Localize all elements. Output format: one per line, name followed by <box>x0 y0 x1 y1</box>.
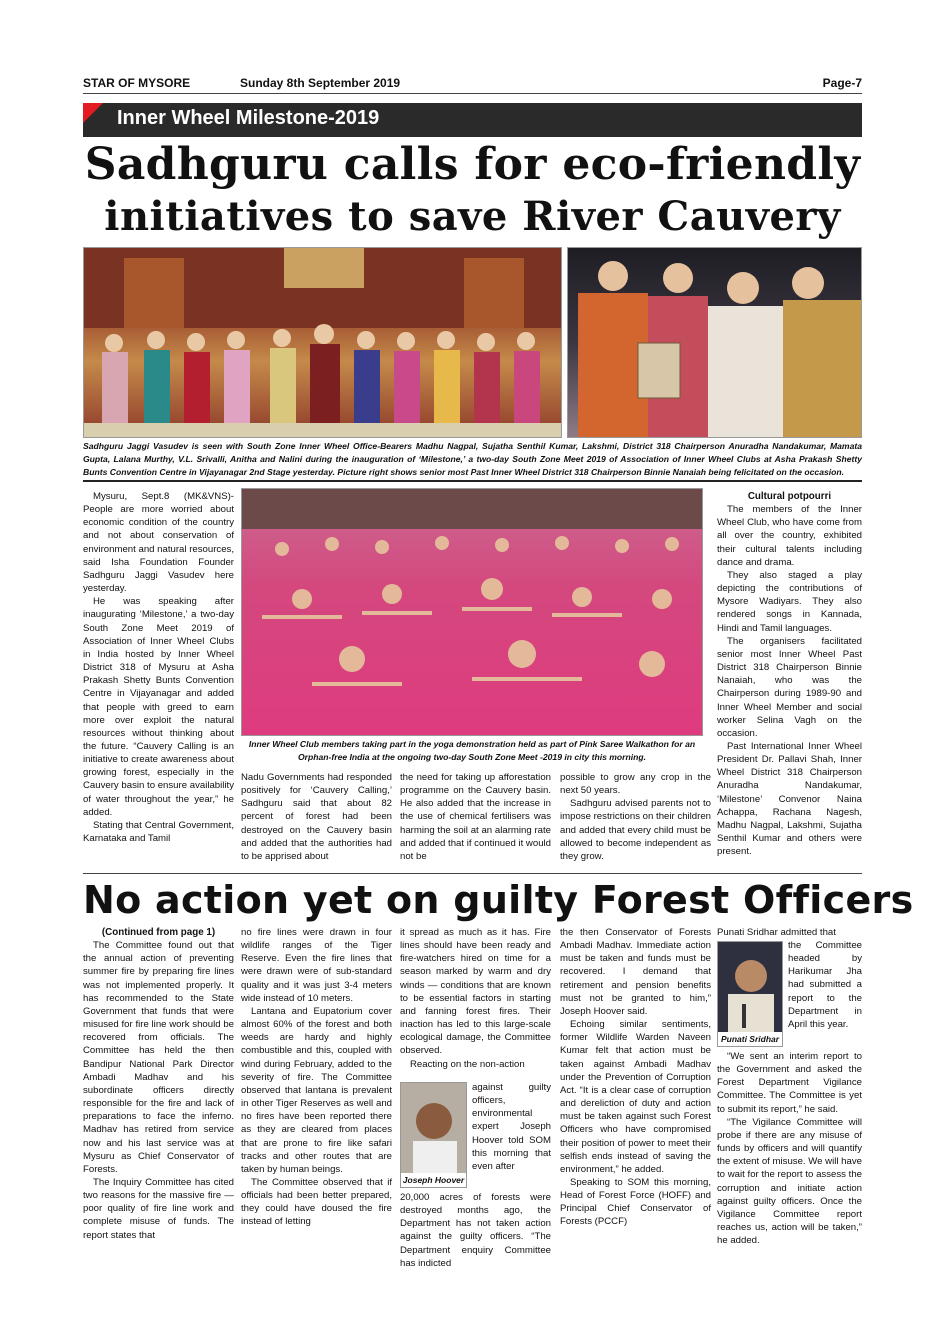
story1-column-3 <box>400 771 551 863</box>
paragraph: the Committee headed by Harikumar Jha had submitted a report to the Department in April this year. <box>788 940 862 1030</box>
continued-note: (Continued from page 1) <box>101 927 216 938</box>
section-label: Inner Wheel Milestone-2019 <box>117 107 380 129</box>
paper-name: STAR OF MYSORE <box>83 76 191 90</box>
yoga-photo <box>241 488 703 736</box>
paragraph: no fire lines were drawn in four wildlife ranges of the Tiger Reserve. Even the fire lines that were drawn were of sub-standard quality and it was just 3-4 meters wide instead of 10 meters. <box>241 927 392 1004</box>
paragraph: “The Vigilance Committee will probe if there are any misuse of funds by officers and will quantify the extent of misuse. We will have to wait for the report to assess the corruption and initiate action against guilty officers. Once the Vigilance Committee report reaches us, action will be taken,” he added. <box>717 1116 862 1247</box>
paragraph: “We sent an interim report to the Government and asked the Forest Department Vigilance Committee. The Committee is yet to submit its report,” he said. <box>717 1051 862 1115</box>
punati-sridhar-photo <box>717 941 783 1047</box>
group-photo-illustration <box>84 248 562 438</box>
masthead <box>83 76 862 92</box>
story1-column-5 <box>717 490 862 858</box>
story2-column-5-side <box>788 939 862 1031</box>
paragraph: The Inquiry Committee has cited two reasons for the massive fire — poor quality of fire line work and complete misuse of funds. The report states that <box>83 1176 234 1241</box>
portrait-illustration <box>401 1083 467 1175</box>
story2-column-3-bottom <box>400 1191 551 1270</box>
paragraph: The organisers facilitated senior most Inner Wheel Past District 318 Chairperson Binnie Nanaiah, who was the Chairperson during 1989-90 and Inner Wheel Member and social worker Selina Vagh on the occasion. <box>717 635 862 739</box>
story2-column-5 <box>717 1050 862 1247</box>
headline-line-1: Sadhguru calls for eco-friendly <box>84 139 861 190</box>
photo-caption-top: Sadhguru Jaggi Vasudev is seen with South Zone Inner Wheel Office-Bearers Madhu Nagpal, Sujatha Senthil Kumar, Lakshmi, District 318 Chairperson Anuradha Nandakumar, Mamata Gupta, Lalana Murthy, V.L. Srivalli, Anitha and Nalini during the inauguration of ‘Milestone,’ a two-day South Zone Meet 2019 of Association of Inner Wheel Clubs at Asha Prakash Shetty Bunts Convention Centre in Vijayanagar 2nd Stage yesterday. Picture right shows senior most Past Inner Wheel District 318 Chairperson Binnie Nanaiah being felicitated on the occasion. <box>83 441 862 477</box>
paragraph: Punati Sridhar admitted that <box>717 927 836 938</box>
group-photo <box>83 247 562 438</box>
story2-column-4 <box>560 926 711 1229</box>
paragraph: The Committee found out that the annual action of preventing summer fire by preparing fire lines was not implemented properly. It has recommended to the State Government that funds that were misused for fire line work should be recovered from officials. The Committee has held the then Bandipur National Park Director Ambadi Madhav and his subordinate officers directly responsible for the fire and lack of preparations to face the inferno. Madhav has retired from service now and his last service was at Mysuru as Chief Conservator of Forests. <box>83 940 234 1175</box>
story-divider <box>83 873 862 874</box>
paragraph: They also staged a play depicting the contributions of Mysore Wadiyars. They also rendered songs in Kannada, Hindi and Tamil languages. <box>717 569 862 634</box>
masthead-rule <box>83 93 862 94</box>
paragraph: Past International Inner Wheel President Dr. Pallavi Shah, Inner Wheel District 318 Chairperson Anuradha Nandakumar, ‘Milestone’ Convenor Naina Achappa, Rachana Nagesh, Madhu Nagpal, Lakshmi, Sujatha Senthil Kumar and others were present. <box>717 740 862 858</box>
paragraph: Sadhguru advised parents not to impose restrictions on their children and added that every child must be allowed to become independent as they grow. <box>560 798 711 862</box>
paragraph: Mysuru, Sept.8 (MK&VNS)- People are more worried about economic condition of the country and not about conservation of environment and natural resources, said Isha Foundation Founder Sadhguru Jaggi Vasudev here yesterday. <box>83 491 234 595</box>
subheading-cultural-potpourri: Cultural potpourri <box>747 491 832 502</box>
section-band <box>83 103 862 137</box>
paragraph: it spread as much as it has. Fire lines should have been ready and fire-watchers hired on time for a season marked by warm and dry winds — conditions that are known to be essential factors in starting and fanning forest fires. Their inaction has led to this large-scale ecological damage, the Committee observed. <box>400 927 551 1057</box>
paragraph: He was speaking after inaugurating ‘Milestone,’ a two-day South Zone Meet 2019 of Association of Inner Wheel Clubs in India hosted by Inner Wheel District 318 of Mysuru at Asha Prakash Shetty Bunts Convention Centre in Vijayanagar and added that people with greed to earn more over exploit the natural resources without thinking about the future. “Cauvery Calling is an initiative to create awareness about growing forest, especially in the Cauvery basin to ensure availability of water throughout the year,” he added. <box>83 596 234 818</box>
story2-column-5-top <box>717 926 862 939</box>
paragraph: the then Conservator of Forests Ambadi Madhav. Immediate action must be taken and funds must be recovered. I demand that retirement and pension benefits must not be granted to him,” Joseph Hoover said. <box>560 927 711 1017</box>
yoga-photo-illustration <box>242 489 703 736</box>
paragraph: possible to grow any crop in the next 50 years. <box>560 772 711 797</box>
caption-rule <box>83 480 862 482</box>
story1-column-1 <box>83 490 234 845</box>
paragraph: the need for taking up afforestation programme on the Cauvery basin. He also added that the increase in the use of chemical fertilisers was harming the soil at an alarming rate and added that if continued it would not be <box>400 772 551 862</box>
issue-date: Sunday 8th September 2019 <box>240 76 401 90</box>
page-number: Page-7 <box>822 76 862 90</box>
red-corner-icon <box>83 103 103 123</box>
photo-label-sridhar: Punati Sridhar <box>718 1032 782 1046</box>
story2-column-3-side <box>472 1081 551 1173</box>
paragraph: Speaking to SOM this morning, Head of Forest Force (HOFF) and Principal Chief Conservator of Forests (PCCF) <box>560 1176 711 1228</box>
story2-column-3 <box>400 926 551 1071</box>
story2-column-2 <box>241 926 392 1229</box>
paragraph: The Committee observed that if officials had been better prepared, they could have doused the fire instead of letting <box>241 1176 392 1228</box>
paragraph: Reacting on the non-action <box>410 1058 525 1070</box>
story2-column-1 <box>83 926 234 1242</box>
headline-line-2: initiatives to save River Cauvery <box>104 193 841 240</box>
portrait-illustration <box>718 942 783 1034</box>
yoga-caption: Inner Wheel Club members taking part in the yoga demonstration held as part of Pink Saree Walkathon for an Orphan-free India at the ongoing two-day South Zone Meet -2019 in city this morning. <box>248 739 696 762</box>
story1-column-2 <box>241 771 392 863</box>
paragraph: Echoing similar sentiments, former Wildlife Warden Naveen Kumar felt that action must be taken against Ambadi Madhav under the Prevention of Corruption Act. “It is a clear case of corruption and dereliction of duty and action must be taken against such Forest Officers who have compromised their position of power to meet their selfish ends instead of saving the environment,” he added. <box>560 1019 711 1175</box>
paragraph: Nadu Governments had responded positively for ‘Cauvery Calling,’ Sadhguru said that about 82 percent of forest had been destroyed on the Cauvery basin and added that the authorities had to be apprised about <box>241 772 392 862</box>
photo-label-hoover: Joseph Hoover <box>402 1175 465 1185</box>
felicitation-photo <box>567 247 862 438</box>
headline-story-2: No action yet on guilty Forest Officers <box>83 878 914 922</box>
paragraph: The members of the Inner Wheel Club, who have come from all over the country, exhibited their cultural talents including dance and drama. <box>717 504 862 568</box>
paragraph: Lantana and Eupatorium cover almost 60% of the forest and both weeds are hardy and highly combustible and this, coupled with wind during February, added to the severity of fire. The Committee observed that lantana is prevalent in other Tiger Reserves as well and no fires have been reported there as they are cleared from places that are prone to fire like safari tracks and other routes that are taken by human beings. <box>241 1005 392 1175</box>
joseph-hoover-photo <box>400 1082 467 1188</box>
felicitation-photo-illustration <box>568 248 862 438</box>
paragraph: against guilty officers, environmental expert Joseph Hoover told SOM this morning that even after <box>472 1082 551 1172</box>
story1-column-4 <box>560 771 711 863</box>
paragraph: 20,000 acres of forests were destroyed months ago, the Department has not taken action against the guilty officers. “The Department enquiry Committee has indicted <box>400 1192 551 1269</box>
paragraph: Stating that Central Government, Karnataka and Tamil <box>83 819 234 845</box>
